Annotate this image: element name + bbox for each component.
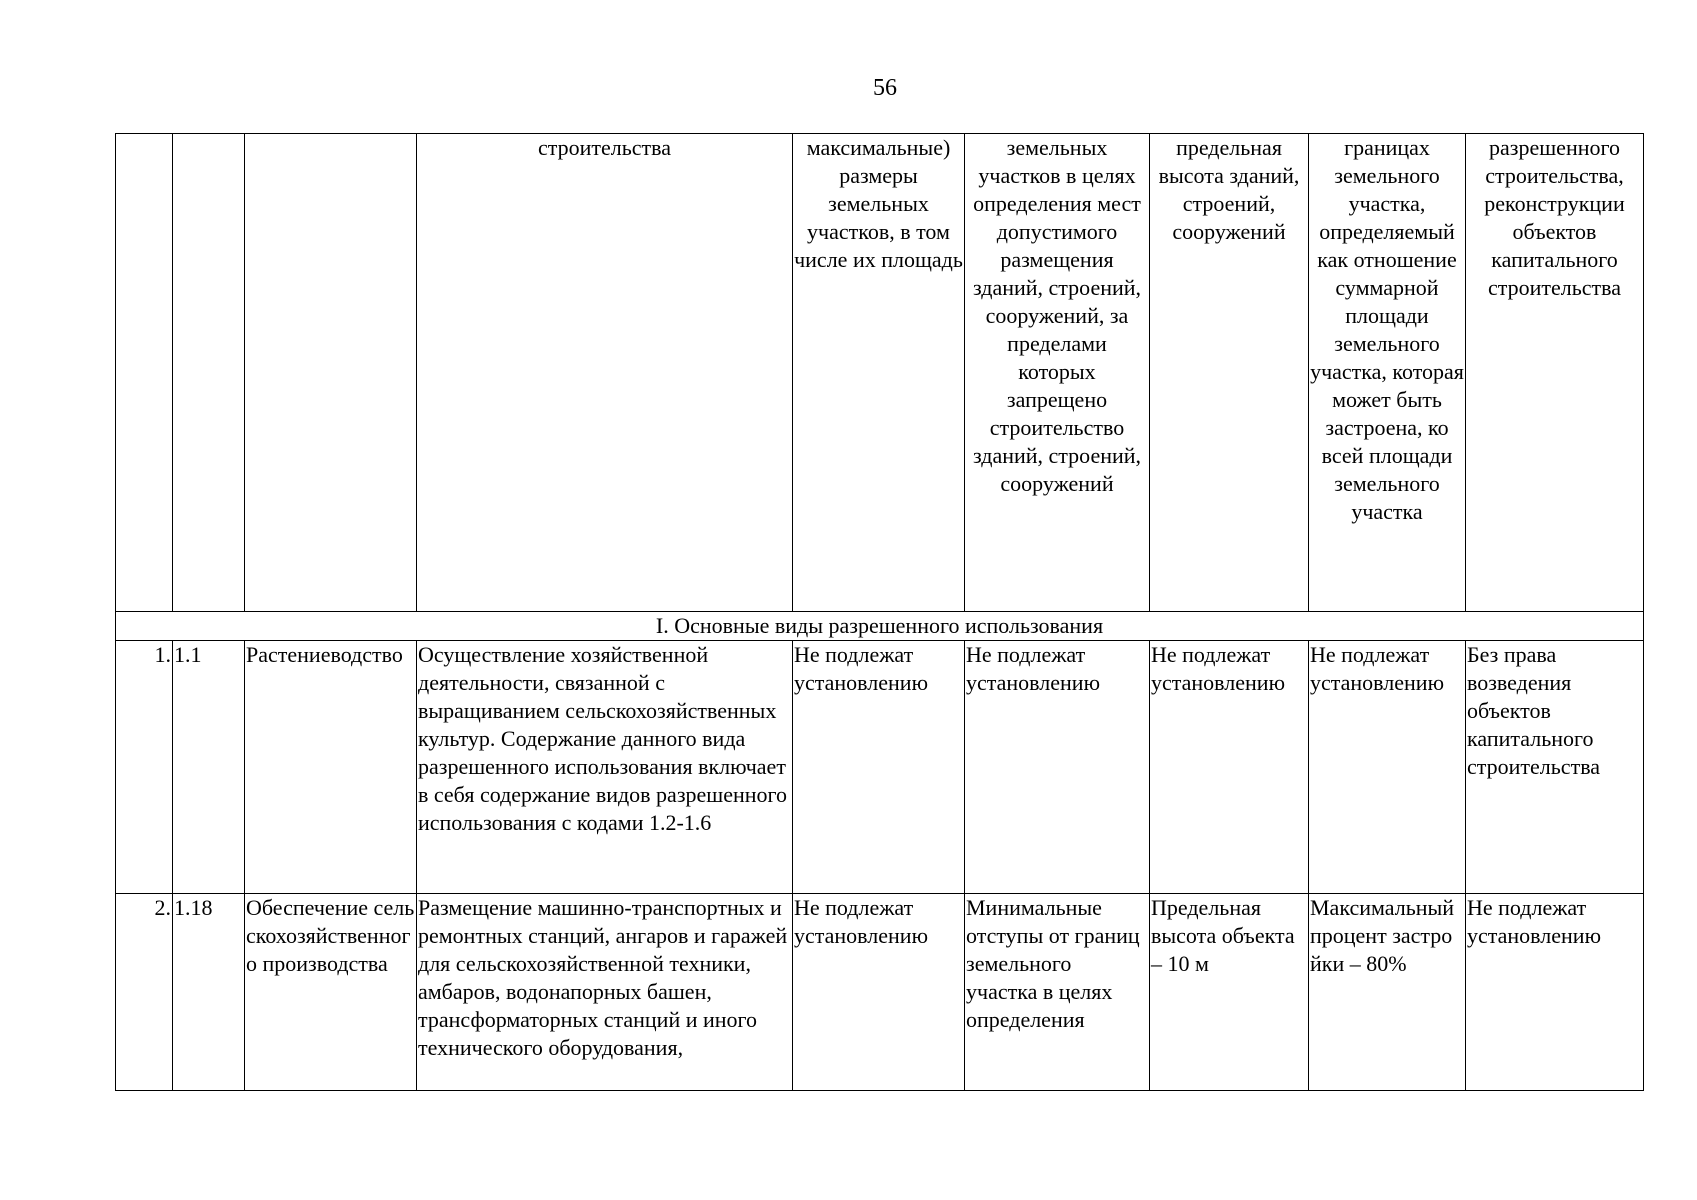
row-name: Обеспечение сельскохозяйственного производства [245,894,417,1091]
row-number: 1. [116,641,173,894]
row-sizes: Не подлежат установлению [793,894,965,1091]
row-number: 2. [116,894,173,1091]
header-continuation-row [116,134,1644,612]
row-coverage: Максимальный процент застройки – 80% [1309,894,1466,1091]
table-row [116,894,1644,1091]
row-name: Растениеводство [245,641,417,894]
section-row [116,612,1644,641]
header-cell-num [116,134,173,612]
row-other: Без права возведения объектов капитального строительства [1466,641,1644,894]
table-row [116,641,1644,894]
row-other: Не подлежат установлению [1466,894,1644,1091]
header-cell-other: разрешенного строительства, реконструкции объектов капитального строительства [1466,134,1644,612]
header-cell-height: предельная высота зданий, строений, сооружений [1150,134,1309,612]
header-cell-sizes: максимальные) размеры земельных участков, в том числе их площадь [793,134,965,612]
section-title: I. Основные виды разрешенного использования [116,612,1644,641]
header-cell-coverage: границах земельного участка, определяемый как отношение суммарной площади земельного участка, которая может быть застроена, ко всей площади земельного участка [1309,134,1466,612]
row-height: Предельная высота объекта – 10 м [1150,894,1309,1091]
header-cell-name [245,134,417,612]
row-description: Размещение машинно-транспортных и ремонтных станций, ангаров и гаражей для сельскохозяйственной техники, амбаров, водонапорных башен, трансформаторных станций и иного технического оборудования, [417,894,793,1091]
row-setbacks: Минимальные отступы от границ земельного участка в целях определения [965,894,1150,1091]
land-use-table [115,133,1644,1091]
row-setbacks: Не подлежат установлению [965,641,1150,894]
row-code: 1.1 [173,641,245,894]
header-cell-description: строительства [417,134,793,612]
header-cell-code [173,134,245,612]
row-code: 1.18 [173,894,245,1091]
page-number: 56 [873,75,897,101]
row-coverage: Не подлежат установлению [1309,641,1466,894]
row-description: Осуществление хозяйственной деятельности, связанной с выращиванием сельскохозяйственных культур. Содержание данного вида разрешенного использования включает в себя содержание видов разрешенного использования с кодами 1.2-1.6 [417,641,793,894]
row-height: Не подлежат установлению [1150,641,1309,894]
row-sizes: Не подлежат установлению [793,641,965,894]
header-cell-setbacks: земельных участков в целях определения мест допустимого размещения зданий, строений, сооружений, за пределами которых запрещено строительство зданий, строений, сооружений [965,134,1150,612]
